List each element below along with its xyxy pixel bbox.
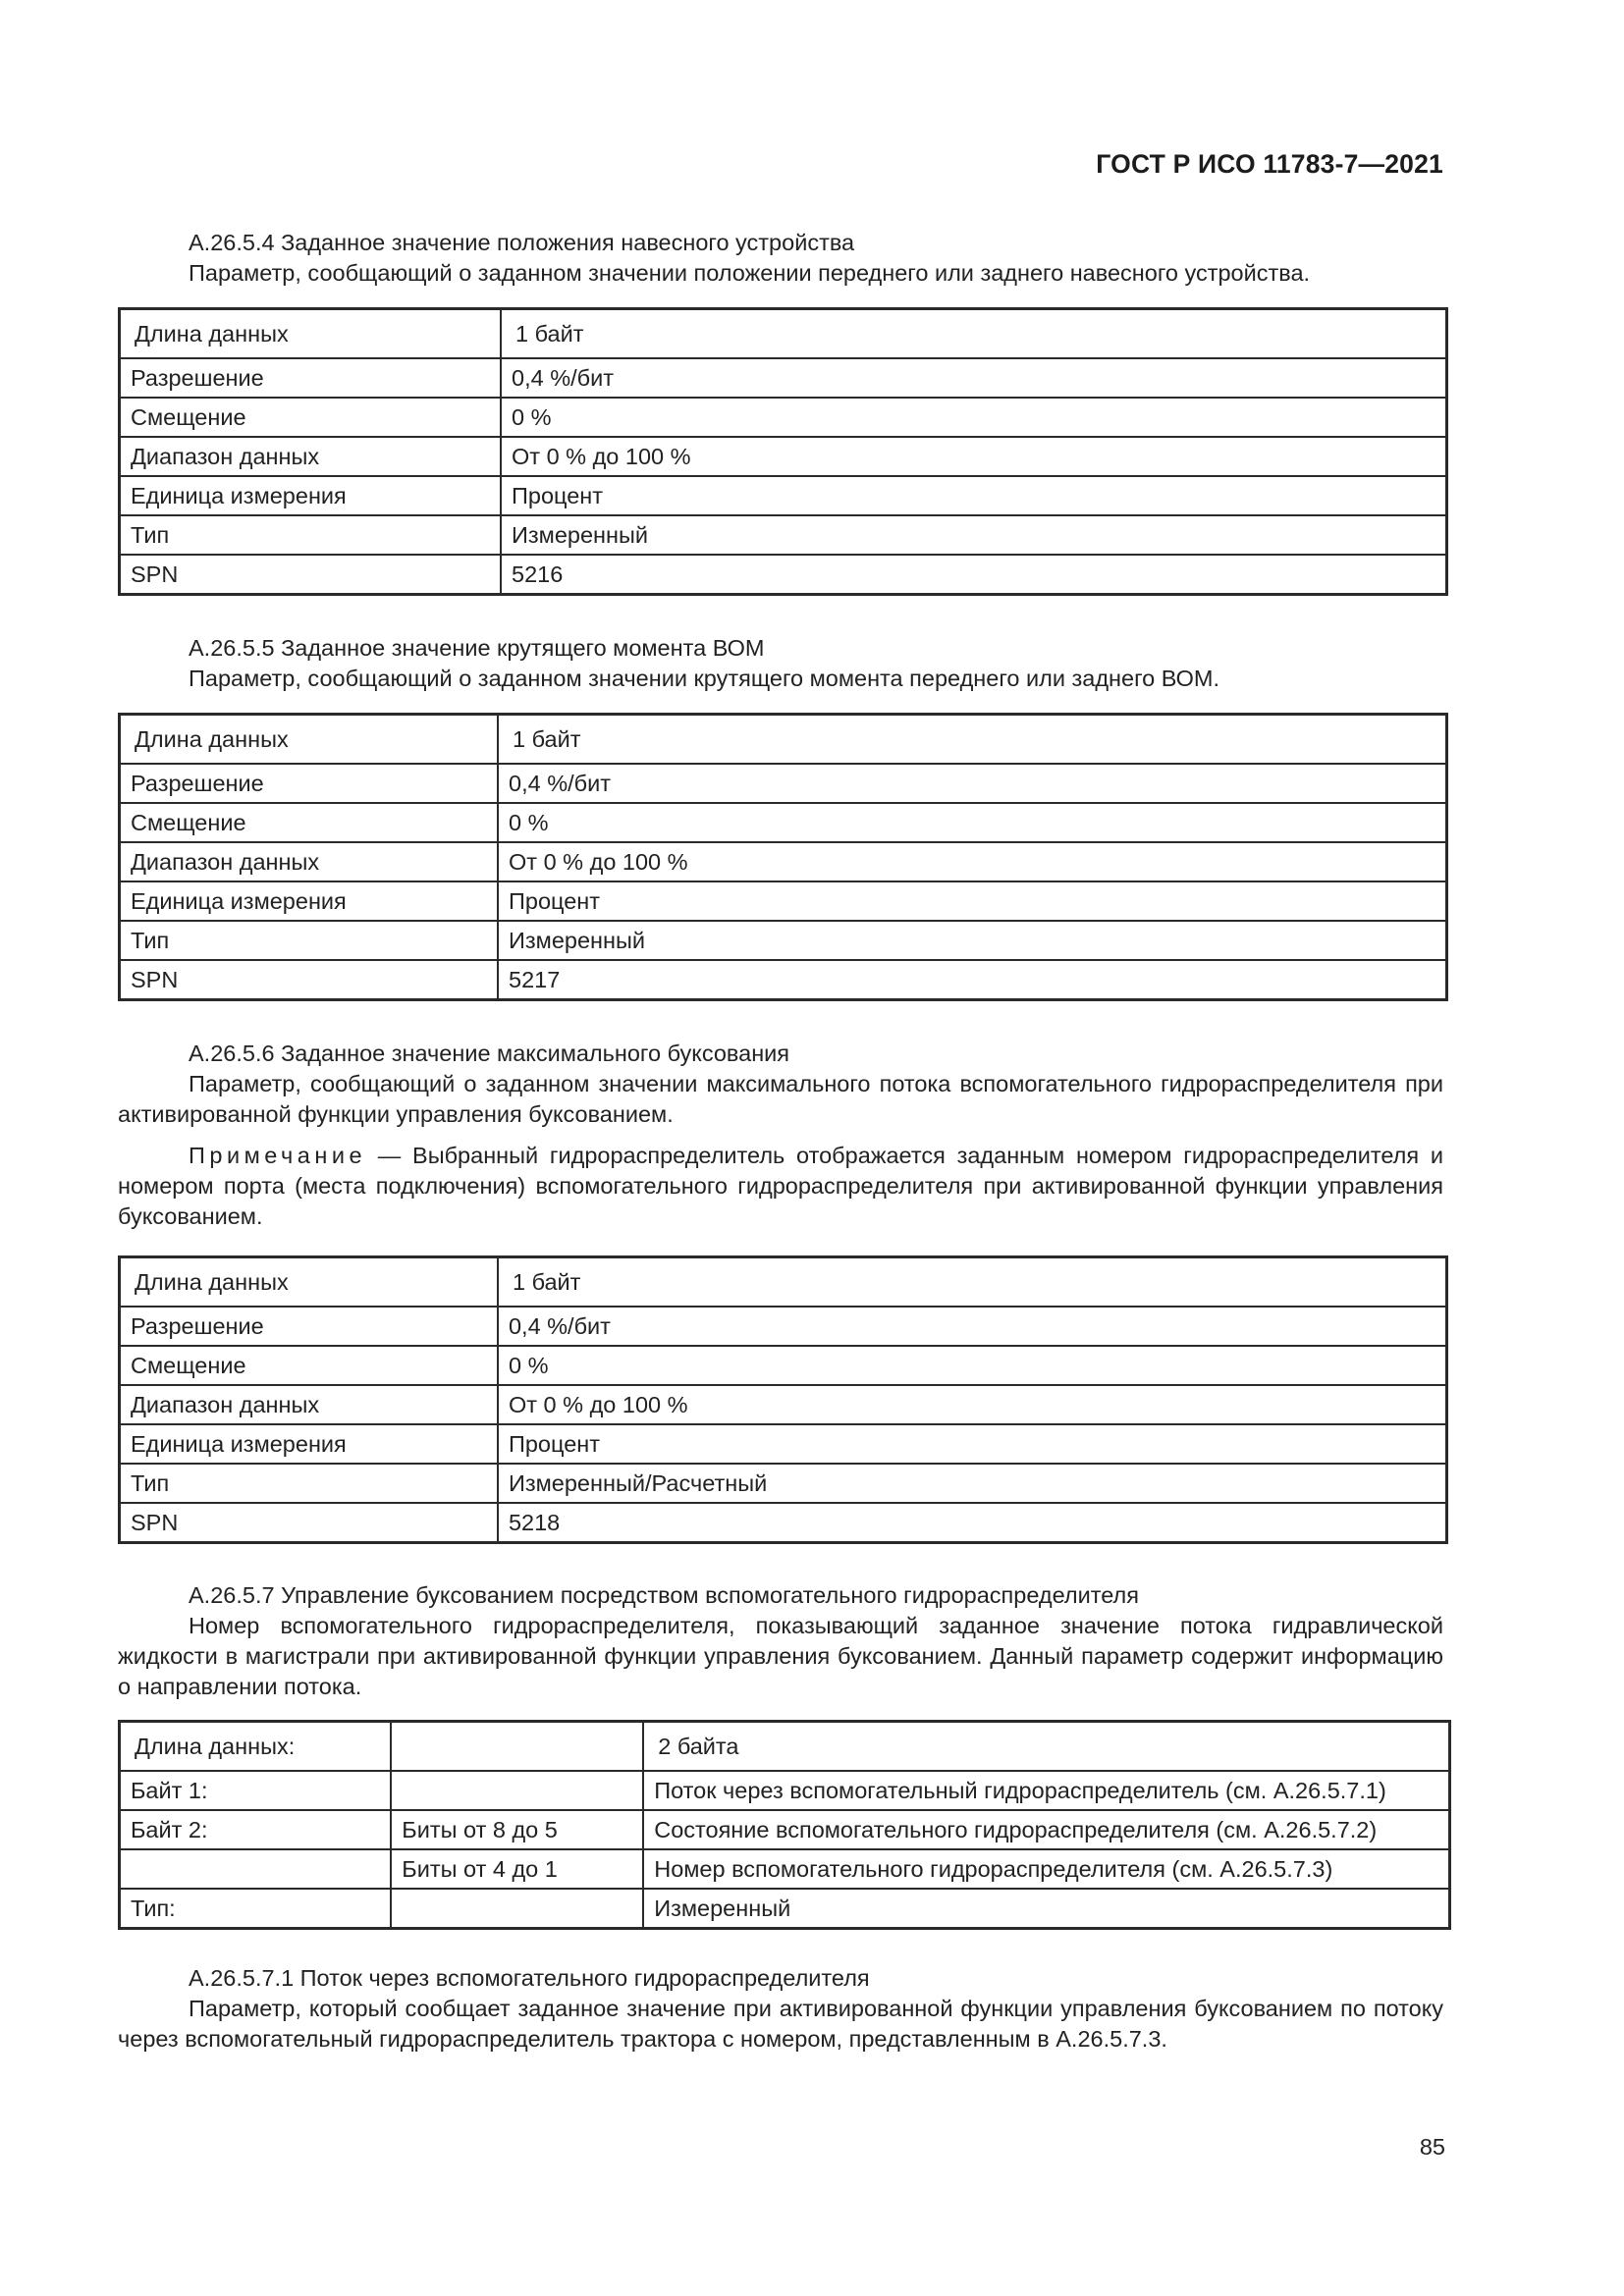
table-row bbox=[120, 555, 1447, 595]
param-value: 5217 bbox=[498, 960, 1446, 1000]
table-row bbox=[120, 398, 1447, 437]
note-label: Примечание bbox=[189, 1143, 367, 1168]
table-row bbox=[120, 1810, 1450, 1849]
param-value: 5216 bbox=[501, 555, 1447, 595]
param-label: Длина данных bbox=[120, 309, 502, 359]
table-row bbox=[120, 1424, 1447, 1464]
param-label: Байт 2: bbox=[120, 1810, 392, 1849]
param-value: Процент bbox=[501, 476, 1447, 515]
table-row bbox=[120, 842, 1447, 881]
table-row bbox=[120, 881, 1447, 921]
param-label: SPN bbox=[120, 555, 502, 595]
page-number: 85 bbox=[1419, 2134, 1445, 2160]
note-text: — Выбранный гидрораспределитель отображается заданным номером гидрораспределителя и номером порта (места подключения) вспомогательного гидрораспределителя при активированной функции управления буксованием. bbox=[118, 1143, 1443, 1229]
table-row bbox=[120, 1771, 1450, 1810]
param-label: Единица измерения bbox=[120, 881, 499, 921]
param-bits: Биты от 4 до 1 bbox=[391, 1849, 643, 1889]
param-label: Тип bbox=[120, 1464, 498, 1503]
table-row bbox=[120, 715, 1447, 765]
param-value: 1 байт bbox=[498, 715, 1446, 765]
param-bits bbox=[391, 1771, 643, 1810]
table-row bbox=[120, 1346, 1447, 1385]
section-title-a26-5-7-1: A.26.5.7.1 Поток через вспомогательного гидрораспределителя bbox=[189, 1965, 870, 1991]
param-label: Длина данных bbox=[120, 715, 499, 765]
param-value: 2 байта bbox=[643, 1722, 1449, 1772]
table-row bbox=[120, 358, 1447, 398]
parameter-table-a26-5-4 bbox=[118, 307, 1448, 596]
param-label: SPN bbox=[120, 960, 499, 1000]
param-value: Процент bbox=[498, 1424, 1447, 1464]
param-value: 0,4 %/бит bbox=[501, 358, 1447, 398]
section-title-a26-5-7: A.26.5.7 Управление буксованием посредством вспомогательного гидрораспределителя bbox=[189, 1582, 1139, 1608]
param-value: 1 байт bbox=[498, 1257, 1447, 1308]
param-label: Единица измерения bbox=[120, 476, 502, 515]
param-label: SPN bbox=[120, 1503, 498, 1543]
param-label: Тип: bbox=[120, 1889, 392, 1929]
param-label: Длина данных bbox=[120, 1257, 498, 1308]
note-paragraph bbox=[118, 1141, 1443, 1232]
table-row bbox=[120, 1722, 1450, 1772]
param-label: Тип bbox=[120, 515, 502, 555]
param-label: Тип bbox=[120, 921, 499, 960]
parameter-table-a26-5-7 bbox=[118, 1720, 1451, 1930]
param-value: 0,4 %/бит bbox=[498, 764, 1446, 803]
section-title-a26-5-4: A.26.5.4 Заданное значение положения навесного устройства bbox=[189, 230, 855, 255]
param-value: Состояние вспомогательного гидрораспределителя (см. A.26.5.7.2) bbox=[643, 1810, 1449, 1849]
parameter-table-a26-5-6 bbox=[118, 1255, 1448, 1544]
parameter-table-a26-5-5 bbox=[118, 713, 1448, 1001]
param-value: Поток через вспомогательный гидрораспределитель (см. A.26.5.7.1) bbox=[643, 1771, 1449, 1810]
table-row bbox=[120, 803, 1447, 842]
param-value: Процент bbox=[498, 881, 1446, 921]
param-label: Единица измерения bbox=[120, 1424, 498, 1464]
section-description-a26-5-5: Параметр, сообщающий о заданном значении крутящего момента переднего или заднего ВОМ. bbox=[189, 666, 1220, 691]
param-value: 0 % bbox=[498, 1346, 1447, 1385]
section-title-a26-5-6: A.26.5.6 Заданное значение максимального буксования bbox=[189, 1041, 790, 1066]
param-label: Разрешение bbox=[120, 1307, 498, 1346]
table-row bbox=[120, 437, 1447, 476]
table-row bbox=[120, 1889, 1450, 1929]
table-row bbox=[120, 1257, 1447, 1308]
param-label: Смещение bbox=[120, 1346, 498, 1385]
param-label: Длина данных: bbox=[120, 1722, 392, 1772]
table-row bbox=[120, 1464, 1447, 1503]
param-label: Разрешение bbox=[120, 764, 499, 803]
table-row bbox=[120, 1849, 1450, 1889]
table-row bbox=[120, 1385, 1447, 1424]
param-label: Разрешение bbox=[120, 358, 502, 398]
param-value: 0,4 %/бит bbox=[498, 1307, 1447, 1346]
param-label: Смещение bbox=[120, 398, 502, 437]
param-label: Смещение bbox=[120, 803, 499, 842]
param-value: Измеренный bbox=[501, 515, 1447, 555]
param-value: 0 % bbox=[498, 803, 1446, 842]
section-description-a26-5-7: Номер вспомогательного гидрораспределителя, показывающий заданное значение потока гидравлической жидкости в магистрали при активированной функции управления буксованием. Данный параметр содержит информацию о направлении потока. bbox=[118, 1613, 1443, 1699]
table-row bbox=[120, 309, 1447, 359]
table-row bbox=[120, 1503, 1447, 1543]
param-value: От 0 % до 100 % bbox=[501, 437, 1447, 476]
param-label: Диапазон данных bbox=[120, 437, 502, 476]
param-bits bbox=[391, 1722, 643, 1772]
section-title-a26-5-5: A.26.5.5 Заданное значение крутящего момента ВОМ bbox=[189, 635, 765, 661]
param-value: 1 байт bbox=[501, 309, 1447, 359]
param-value: Измеренный/Расчетный bbox=[498, 1464, 1447, 1503]
param-label: Байт 1: bbox=[120, 1771, 392, 1810]
table-row bbox=[120, 476, 1447, 515]
table-row bbox=[120, 1307, 1447, 1346]
param-bits: Биты от 8 до 5 bbox=[391, 1810, 643, 1849]
section-description-a26-5-6: Параметр, сообщающий о заданном значении максимального потока вспомогательного гидрораспределителя при активированной функции управления буксованием. bbox=[118, 1071, 1443, 1127]
param-value: 0 % bbox=[501, 398, 1447, 437]
table-row bbox=[120, 515, 1447, 555]
param-value: Измеренный bbox=[643, 1889, 1449, 1929]
section-description-a26-5-4: Параметр, сообщающий о заданном значении положении переднего или заднего навесного устройства. bbox=[189, 260, 1311, 286]
param-value: От 0 % до 100 % bbox=[498, 1385, 1447, 1424]
param-value: От 0 % до 100 % bbox=[498, 842, 1446, 881]
document-header: ГОСТ Р ИСО 11783-7—2021 bbox=[1096, 149, 1443, 179]
param-value: 5218 bbox=[498, 1503, 1447, 1543]
param-value: Номер вспомогательного гидрораспределителя (см. A.26.5.7.3) bbox=[643, 1849, 1449, 1889]
param-bits bbox=[391, 1889, 643, 1929]
table-row bbox=[120, 764, 1447, 803]
table-row bbox=[120, 960, 1447, 1000]
param-label: Диапазон данных bbox=[120, 842, 499, 881]
param-value: Измеренный bbox=[498, 921, 1446, 960]
section-description-a26-5-7-1: Параметр, который сообщает заданное значение при активированной функции управления буксованием по потоку через вспомогательный гидрораспределитель трактора с номером, представленным в A.26.5.7.3. bbox=[118, 1996, 1443, 2052]
table-row bbox=[120, 921, 1447, 960]
param-label bbox=[120, 1849, 392, 1889]
param-label: Диапазон данных bbox=[120, 1385, 498, 1424]
